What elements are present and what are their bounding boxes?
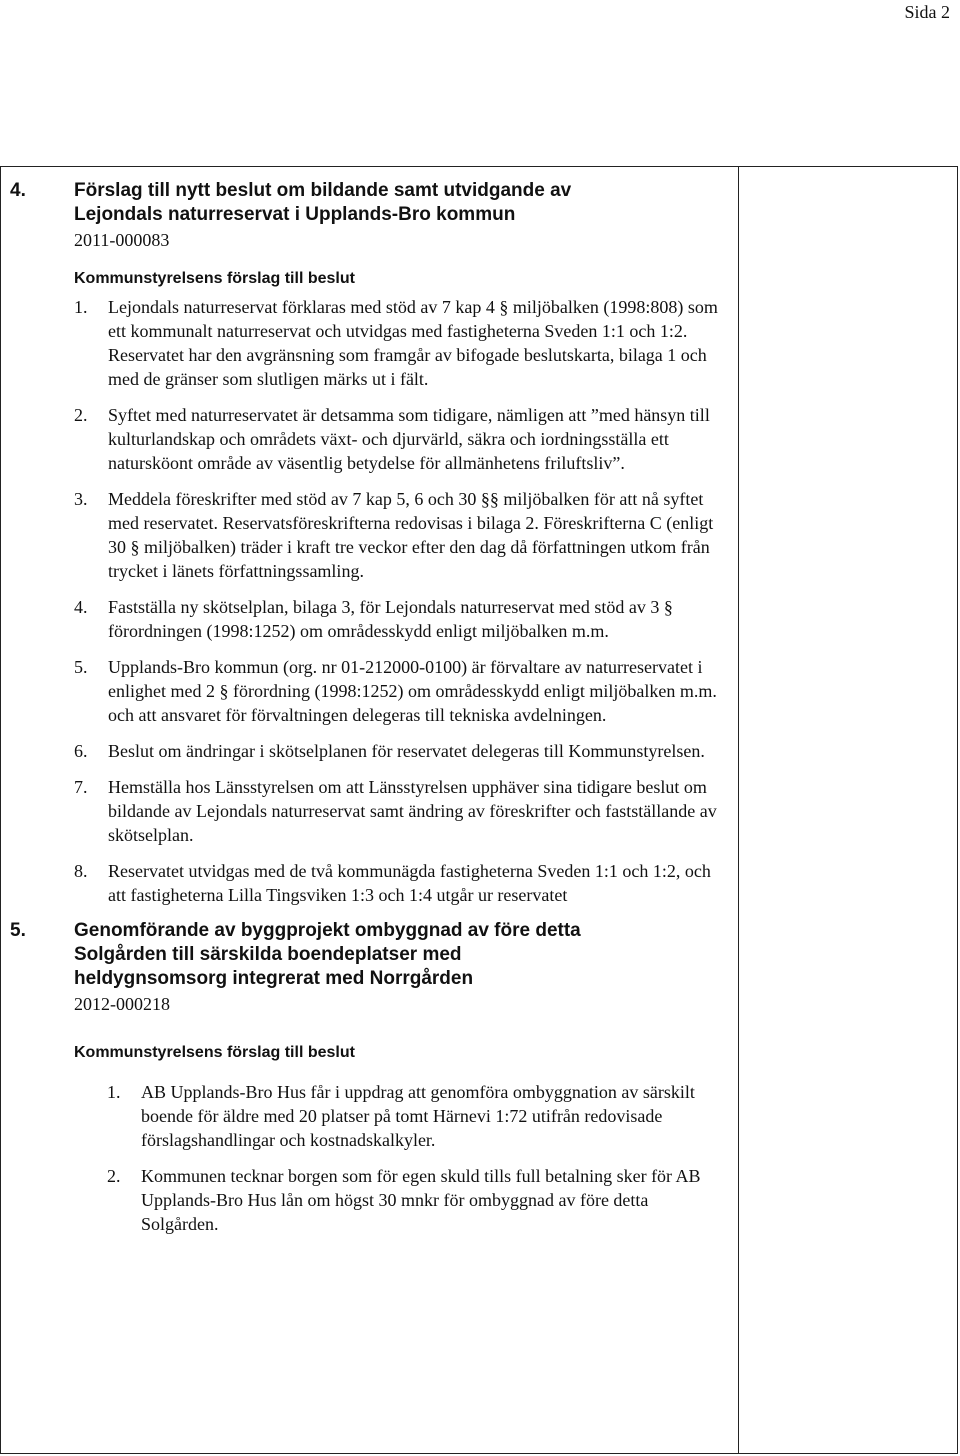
decision-item: [0, 739, 737, 763]
decision-item: [0, 295, 737, 391]
item-title-line: Förslag till nytt beslut om bildande samt utvidgande av: [74, 180, 572, 201]
decision-text: Fastställa ny skötselplan, bilaga 3, för Lejondals naturreservat med stöd av 3 § förordningen (1998:1252) om områdesskydd enligt miljöbalken m.m.: [108, 597, 673, 641]
decision-text: Meddela föreskrifter med stöd av 7 kap 5, 6 och 30 §§ miljöbalken för att nå syftet med reservatet. Reservatsföreskrifterna redovisas i bilaga 2. Föreskrifterna C (enligt 30 § miljöbalken) träder i kraft tre veckor efter den dag då författningen utkom från trycket i länets författningssamling.: [108, 489, 714, 581]
decision-text: Lejondals naturreservat förklaras med stöd av 7 kap 4 § miljöbalken (1998:808) som ett kommunalt naturreservat och utvidgas med fastigheterna Sveden 1:1 och 1:2. Reservatet har den avgränsning som framgår av bifogade beslutskarta, bilaga 1 och med de gränser som slutligen märks ut i fält.: [108, 297, 718, 389]
decision-item: [0, 775, 737, 847]
decision-number: 3.: [74, 489, 88, 509]
agenda-item-4: [0, 166, 737, 907]
decision-number: 1.: [107, 1082, 121, 1102]
page-number: Sida 2: [904, 2, 950, 22]
decision-number: 6.: [74, 741, 88, 761]
decision-item: [0, 655, 737, 727]
item-number: 4.: [10, 180, 26, 201]
item-reference: 2011-000083: [74, 230, 170, 250]
decision-text: Kommunen tecknar borgen som för egen skuld tills full betalning sker för AB Upplands-Bro Hus lån om högst 30 mnkr för ombyggnad av före detta Solgården.: [141, 1166, 701, 1234]
decision-number: 4.: [74, 597, 88, 617]
item-title-line: Genomförande av byggprojekt ombyggnad av före detta: [74, 920, 581, 941]
decision-item: [0, 595, 737, 643]
decision-text: Beslut om ändringar i skötselplanen för reservatet delegeras till Kommunstyrelsen.: [108, 741, 705, 761]
item-title: [0, 919, 737, 991]
decision-text: AB Upplands-Bro Hus får i uppdrag att genomföra ombyggnation av särskilt boende för äldre med 20 platser på tomt Härnevi 1:72 utifrån redovisade förslagshandlingar och kostnadskalkyler.: [141, 1082, 695, 1150]
decision-text: Reservatet utvidgas med de två kommunägda fastigheterna Sveden 1:1 och 1:2, och att fastigheterna Lilla Tingsviken 1:3 och 1:4 utgår ur reservatet: [108, 861, 711, 905]
decision-item: [0, 859, 737, 907]
decision-item: [0, 487, 737, 583]
decision-number: 2.: [107, 1166, 121, 1186]
decision-item: [0, 403, 737, 475]
decision-number: 5.: [74, 657, 88, 677]
item-number: 5.: [10, 920, 26, 941]
item-reference: 2012-000218: [74, 994, 170, 1014]
decision-text: Upplands-Bro kommun (org. nr 01-212000-0100) är förvaltare av naturreservatet i enlighet med 2 § förordning (1998:1252) om områdesskydd enligt miljöbalken m.m. och att ansvaret för förvaltningen delegeras till tekniska avdelningen.: [108, 657, 717, 725]
decision-number: 2.: [74, 405, 88, 425]
item-title-line: Solgården till särskilda boendeplatser med: [74, 944, 462, 965]
decision-text: Hemställa hos Länsstyrelsen om att Länsstyrelsen upphäver sina tidigare beslut om bildande av Lejondals naturreservat samt ändring av föreskrifter och fastställande av skötselplan.: [108, 777, 717, 845]
agenda-content: [0, 166, 737, 1236]
decision-list: [0, 1080, 737, 1236]
decision-number: 1.: [74, 297, 88, 317]
agenda-item-5: [0, 919, 737, 1236]
decision-number: 8.: [74, 861, 88, 881]
proposal-label: Kommunstyrelsens förslag till beslut: [74, 270, 355, 287]
decision-item: [0, 1080, 737, 1152]
decision-item: [0, 1164, 737, 1236]
item-title-line: heldygnsomsorg integrerat med Norrgården: [74, 968, 474, 989]
proposal-label: Kommunstyrelsens förslag till beslut: [74, 1044, 355, 1061]
decision-list: [0, 295, 737, 907]
decision-number: 7.: [74, 777, 88, 797]
decision-text: Syftet med naturreservatet är detsamma som tidigare, nämligen att ”med hänsyn till kulturlandskap och områdets växt- och djurvärld, säkra och iordningsställa ett natursköont område av väsentlig betydelse för allmänhetens friluftsliv”.: [108, 405, 710, 473]
item-title: [0, 179, 737, 227]
column-divider: [738, 167, 739, 1453]
item-title-line: Lejondals naturreservat i Upplands-Bro kommun: [74, 204, 516, 225]
